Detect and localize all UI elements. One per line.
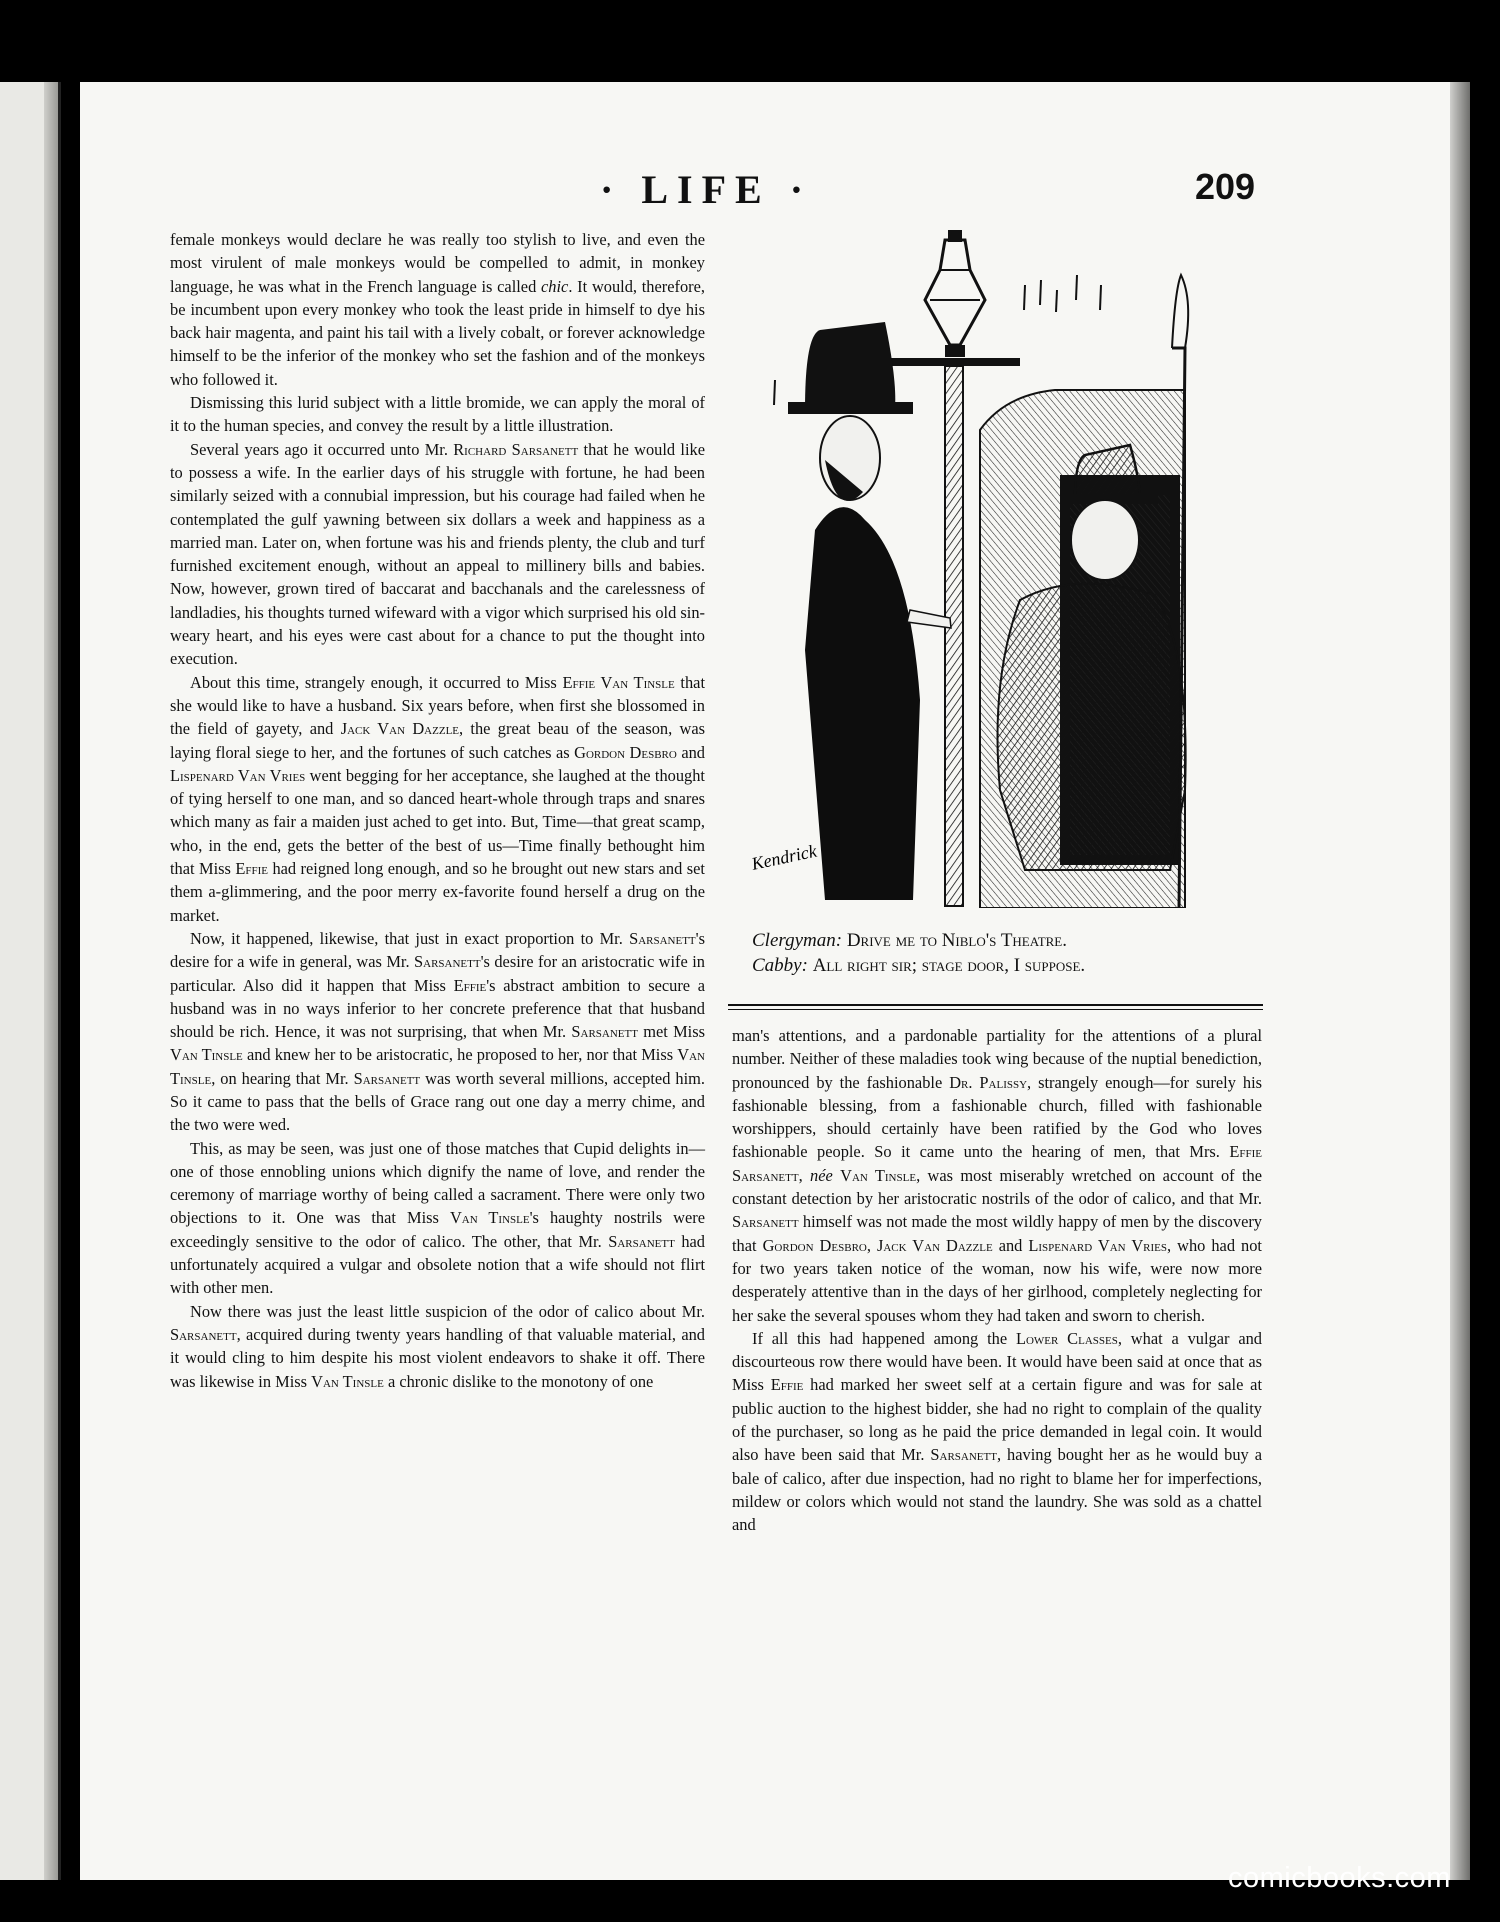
previous-page-edge xyxy=(0,82,61,1880)
text-run: met Miss xyxy=(637,1022,705,1042)
text-run: This, as may be seen, was just one of those matches that Cupid delights in—one of those ennobling unions which dignify the name of love, and render the ceremony of marriage worthy of being called a sacrament. There were only two objections to it. One was that Miss xyxy=(170,1138,705,1228)
text-run: 's abstract ambition to secure a husband was in no ways inferior to her concrete preference that that husband should be rich. Hence, it was not surprising, that when Mr. xyxy=(170,975,706,1042)
page-number: 209 xyxy=(1195,166,1256,207)
text-run: 's desire for a wife in general, was Mr. xyxy=(170,928,705,972)
text-run: 's haughty nostrils were exceedingly sensitive to the odor of calico. The other, that Mr. xyxy=(170,1208,705,1251)
italic-term: née xyxy=(810,1165,833,1185)
text-run: , was most miserably wretched on account of the constant detection by her aristocratic nostrils of the odor of calico, and that Mr. xyxy=(732,1165,1262,1209)
proper-name: Jack Van Dazzle xyxy=(340,719,460,739)
text-run: . It would, therefore, be incumbent upon every monkey who took the least pride in himself to dye his back hair magenta, and paint his tail with a lively cobalt, or forever acknowledge himself to be the inferior of the monkey who set the fashion and of the monkeys who followed it. xyxy=(170,276,705,389)
article-paragraph xyxy=(732,1327,1262,1537)
text-run: himself was not made the most wildly happy of men by the discovery that xyxy=(732,1212,1262,1255)
text-run xyxy=(833,1166,840,1185)
caption-speaker: Cabby: xyxy=(752,955,808,976)
proper-name: Sarsanett xyxy=(353,1068,421,1088)
article-paragraph xyxy=(170,1137,705,1300)
page-edge-shadow xyxy=(1450,82,1470,1880)
caption-speaker: Clergyman: xyxy=(752,930,843,951)
proper-name: Jack Van Dazzle xyxy=(876,1235,993,1255)
text-run: had reigned long enough, and so he brought out new stars and set them a-glimmering, and the poor merry ex-favorite found herself a drug on the market. xyxy=(170,859,705,925)
proper-name: Sarsanett xyxy=(414,952,481,972)
proper-name: Lispenard Van Vries xyxy=(170,765,306,785)
text-run: a chronic dislike to the monotony of one xyxy=(383,1371,654,1391)
artist-signature: Kendrick xyxy=(749,840,819,874)
proper-name: Lower Classes xyxy=(1015,1328,1118,1348)
proper-name: Sarsanett xyxy=(571,1022,638,1042)
article-paragraph xyxy=(170,391,705,438)
caption-dialogue: Drive me to Niblo's Theatre. xyxy=(846,930,1068,951)
text-run: was worth several millions, accepted him. So it came to pass that the bells of Grace rang out one day a merry chime, and the two were wed. xyxy=(170,1068,705,1135)
text-run: , xyxy=(798,1165,811,1185)
proper-name: Sarsanett xyxy=(629,928,696,948)
proper-name: Effie xyxy=(235,859,268,879)
text-run: had unfortunately acquired a vulgar and obsolete notion that a wife should not flirt with other men. xyxy=(170,1231,705,1298)
text-run: had marked her sweet self at a certain figure and was for sale at public auction to the highest bidder, she had no right to complain of the quality of the purchaser, so long as he paid the price demanded in legal coin. It would also have been said that Mr. xyxy=(732,1375,1263,1465)
article-paragraph xyxy=(732,1024,1262,1327)
proper-name: Van Tinsle xyxy=(170,1045,243,1065)
text-run: Now, it happened, likewise, that just in exact proportion to Mr. xyxy=(190,928,630,948)
proper-name: Richard Sarsanett xyxy=(453,439,579,459)
section-rule xyxy=(728,1004,1263,1006)
text-run: About this time, strangely enough, it occurred to Miss xyxy=(190,672,563,692)
text-run: Dismissing this lurid subject with a little bromide, we can apply the moral of it to the human species, and convey the result by a little illustration. xyxy=(170,393,705,436)
proper-name: Gordon Desbro xyxy=(574,742,677,762)
article-paragraph xyxy=(170,438,705,671)
page-gutter-shadow xyxy=(44,82,58,1880)
proper-name: Van Tinsle xyxy=(449,1208,530,1228)
proper-name: Lispenard Van Vries xyxy=(1028,1235,1167,1255)
text-run: and xyxy=(992,1235,1029,1255)
proper-name: Gordon Desbro xyxy=(762,1235,867,1255)
proper-name: Van Tinsle xyxy=(170,1045,706,1088)
proper-name: Sarsanett xyxy=(930,1445,997,1465)
article-paragraph xyxy=(170,228,705,391)
text-run: , acquired during twenty years handling of that valuable material, and it would cling to him despite his most violent endeavors to shake it off. There was likewise in Miss xyxy=(170,1324,705,1391)
text-run: , having bought her as he would buy a bale of calico, after due inspection, had no right to blame her for imperfections, mildew or colors which would not stand the laundry. She was sold as a chattel and xyxy=(732,1445,1262,1535)
text-run: and xyxy=(676,742,705,762)
proper-name: Sarsanett xyxy=(170,1324,237,1344)
proper-name: Sarsanett xyxy=(732,1212,799,1232)
proper-name: Effie Sarsanett xyxy=(732,1142,1262,1185)
text-run: female monkeys would declare he was really too stylish to live, and even the most virulent of male monkeys would be compelled to admit, in monkey language, he was what in the French language is called xyxy=(170,230,705,296)
article-column-left xyxy=(170,228,705,1393)
text-run: that she would like to have a husband. Six years before, when first she blossomed in the field of gayety, and xyxy=(170,672,706,739)
text-run: Several years ago it occurred unto Mr. xyxy=(190,439,454,459)
article-column-right xyxy=(732,1024,1262,1537)
article-paragraph xyxy=(170,671,705,927)
proper-name: Effie Van Tinsle xyxy=(562,672,675,692)
cartoon-illustration xyxy=(745,230,1205,908)
proper-name: Van Tinsle xyxy=(840,1165,917,1185)
text-run: If all this had happened among the xyxy=(752,1328,1016,1348)
proper-name: Dr. Palissy xyxy=(949,1072,1028,1092)
text-run: , xyxy=(866,1235,877,1255)
text-run: , strangely enough—for surely his fashionable blessing, from a fashionable church, filled with fashionable worshippers, should certainly have been ratified by the God who loves fashionable people. So it came unto the hearing of men, that Mrs. xyxy=(732,1072,1262,1162)
text-run: , what a vulgar and discourteous row there would have been. It would have been said at once that as Miss xyxy=(732,1328,1262,1395)
proper-name: Van Tinsle xyxy=(311,1371,384,1391)
proper-name: Effie xyxy=(770,1375,804,1395)
proper-name: Sarsanett xyxy=(608,1231,675,1251)
text-run: , the great beau of the season, was laying floral siege to her, and the fortunes of such catches as xyxy=(170,719,706,762)
article-paragraph xyxy=(170,1300,705,1393)
text-run: , on hearing that Mr. xyxy=(211,1068,354,1088)
text-run: , who had not for two years taken notice of the woman, now his wife, were now more desperately attentive than in the days of her girlhood, completely neglecting for her sake the several spouses whom they had taken and sworn to cherish. xyxy=(732,1235,1262,1325)
cartoon-caption xyxy=(752,928,1085,978)
caption-line-cabby xyxy=(752,953,1085,978)
caption-line-clergyman xyxy=(752,928,1085,953)
text-run: man's attentions, and a pardonable partiality for the attentions of a plural number. Neither of these maladies took wing because of the nuptial benediction, pronounced by the fashionable xyxy=(732,1026,1262,1092)
clergyman-figure xyxy=(788,322,951,900)
italic-term: chic xyxy=(541,276,569,296)
masthead-title: · LIFE · xyxy=(600,167,813,212)
article-paragraph xyxy=(170,927,705,1137)
caption-dialogue: All right sir; stage door, I suppose. xyxy=(812,955,1086,976)
text-run: that he would like to possess a wife. In the earlier days of his struggle with fortune, he had been similarly seized with a connubial impression, but his courage had failed when he contemplated the gulf yawning between six dollars a week and happiness as a married man. Later on, when fortune was his and friends plenty, the club and turf furnished excitement enough, without an appeal to millinery bills and babies. Now, however, grown tired of baccarat and bacchanals and the carelessness of landladies, his thoughts turned wifeward with a vigor which surprised his old sin-weary heart, and his eyes were cast about for a chance to put the thought into execution. xyxy=(170,439,705,669)
section-rule xyxy=(728,1009,1263,1010)
text-run: went begging for her acceptance, she laughed at the thought of tying herself to one man, and so danced heart-whole through traps and snares which many as fair a maiden just ached to get into. But, Time—that great scamp, who, in the end, gets the better of the best of us—Time finally bethought him that Miss xyxy=(170,765,705,879)
text-run: 's desire for an aristocratic wife in particular. Also did it happen that Miss xyxy=(170,952,705,995)
text-run: and knew her to be aristocratic, he proposed to her, nor that Miss xyxy=(242,1045,678,1065)
text-run: Now there was just the least little suspicion of the odor of calico about Mr. xyxy=(190,1301,705,1321)
proper-name: Effie xyxy=(453,975,487,995)
source-watermark: comicbooks.com xyxy=(1228,1862,1451,1894)
